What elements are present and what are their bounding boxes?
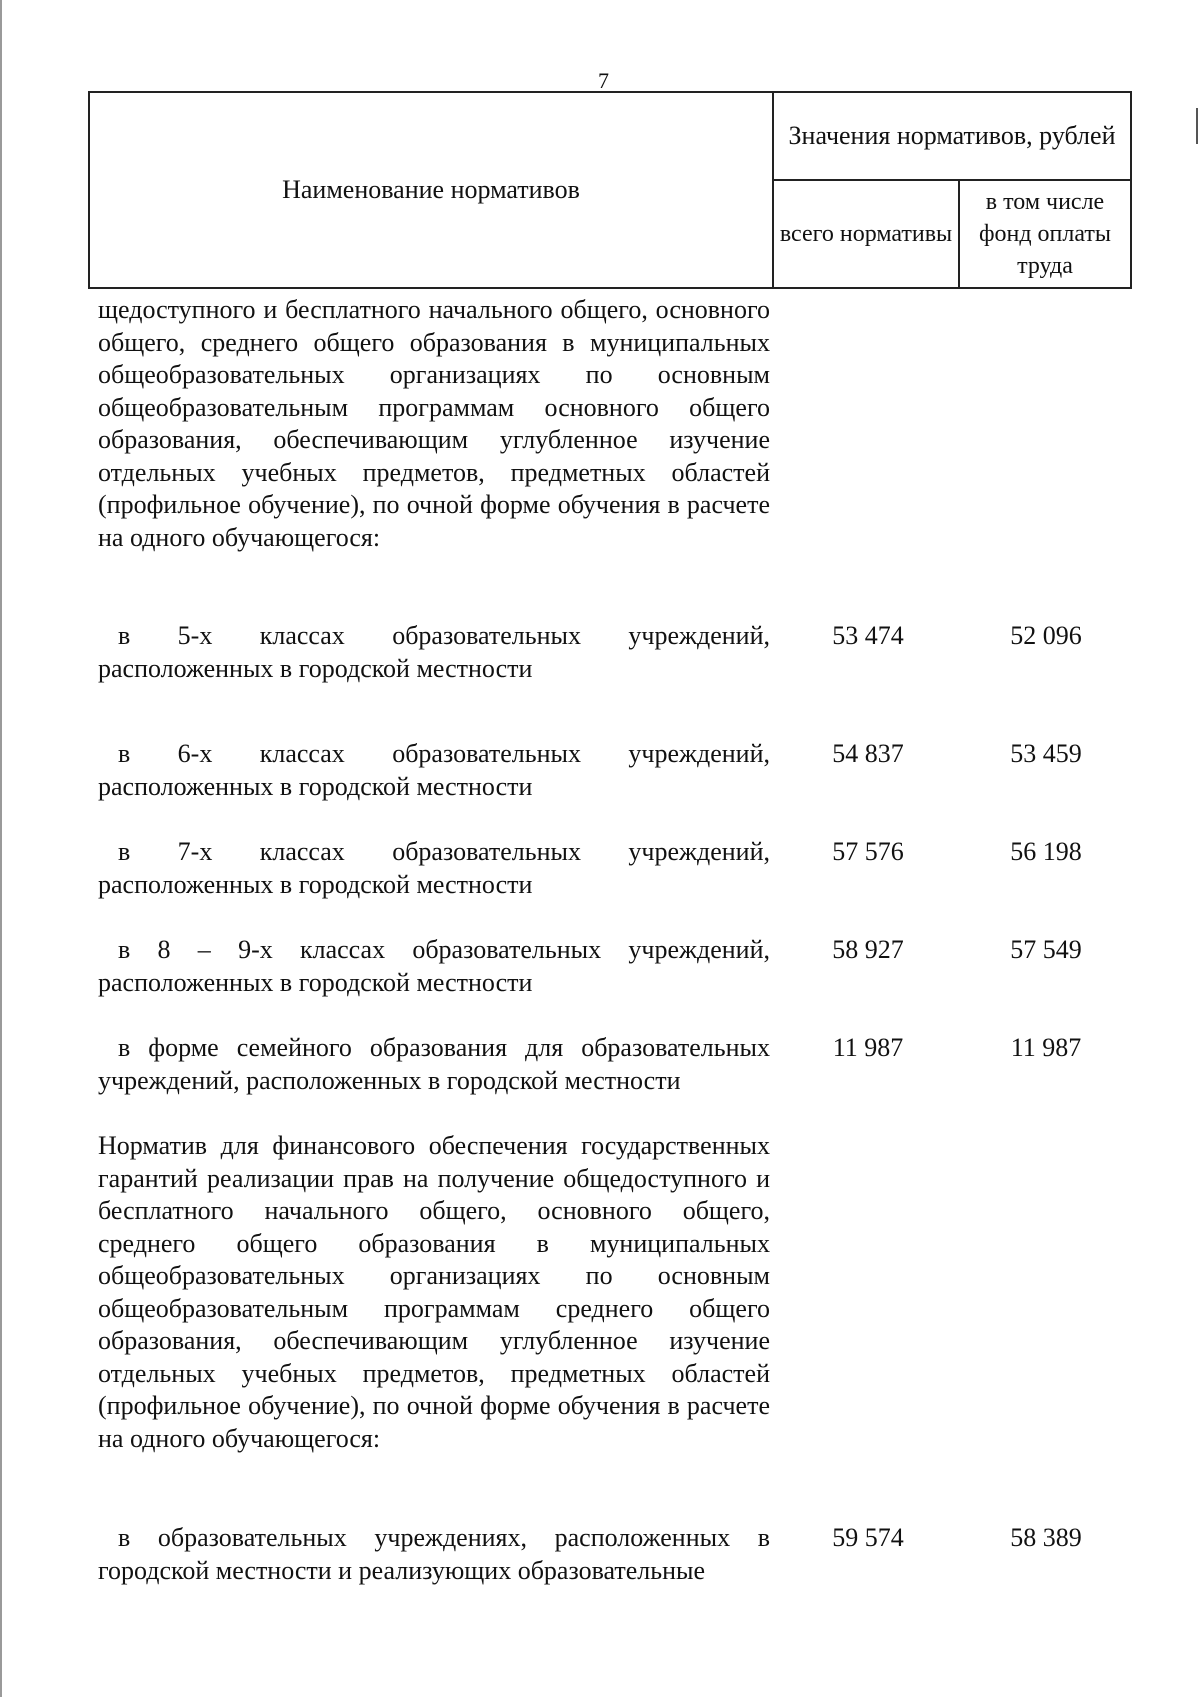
row-total: 54 837: [832, 739, 904, 768]
row-total: 53 474: [832, 621, 904, 650]
page-number: 7: [598, 68, 609, 93]
row-label: в 6-х классах образовательных учреждений, расположенных в городской местности: [98, 739, 770, 801]
scan-mark: [1196, 108, 1198, 144]
row-fund: 52 096: [1010, 621, 1082, 650]
scan-edge: [0, 0, 2, 1697]
row-total: 11 987: [832, 1033, 904, 1062]
row-total: 58 927: [832, 935, 904, 964]
row-total: 59 574: [832, 1523, 904, 1552]
row-label: в 8 – 9-х классах образовательных учреждений, расположенных в городской местности: [98, 935, 770, 997]
row-fund: 58 389: [1010, 1523, 1082, 1552]
header-name-column: Наименование нормативов: [90, 93, 774, 287]
header-values-column: Значения нормативов, рублей: [774, 93, 1130, 181]
row-label: в образовательных учреждениях, расположенных в городской местности и реализующих образовательные: [98, 1523, 770, 1585]
section-heading: Норматив для финансового обеспечения государственных гарантий реализации прав на получение общедоступного и бесплатного начального общего, основного общего, среднего общего образования в муниципальных общеобразовательных организациях по основным общеобразовательным программам среднего общего образования, обеспечивающим углубленное изучение отдельных учебных предметов, предметных областей (профильное обучение), по очной форме обучения в расчете на одного обучающегося:: [98, 1131, 770, 1453]
header-total-column: всего нормативы: [774, 181, 960, 287]
row-fund: 11 987: [1010, 1033, 1082, 1062]
row-label: в форме семейного образования для образовательных учреждений, расположенных в городской местности: [98, 1033, 770, 1095]
row-label: в 7-х классах образовательных учреждений, расположенных в городской местности: [98, 837, 770, 899]
row-total: 57 576: [832, 837, 904, 866]
continuation-text: щедоступного и бесплатного начального общего, основного общего, среднего общего образования в муниципальных общеобразовательных организациях по основным общеобразовательным программам основного общего образования, обеспечивающим углубленное изучение отдельных учебных предметов, предметных областей (профильное обучение), по очной форме обучения в расчете на одного обучающегося:: [98, 295, 770, 552]
row-fund: 57 549: [1010, 935, 1082, 964]
row-fund: 53 459: [1010, 739, 1082, 768]
table-header: [88, 91, 1132, 289]
header-fund-column: в том числе фонд оплаты труда: [978, 189, 1112, 279]
row-fund: 56 198: [1010, 837, 1082, 866]
row-label: в 5-х классах образовательных учреждений, расположенных в городской местности: [98, 621, 770, 683]
